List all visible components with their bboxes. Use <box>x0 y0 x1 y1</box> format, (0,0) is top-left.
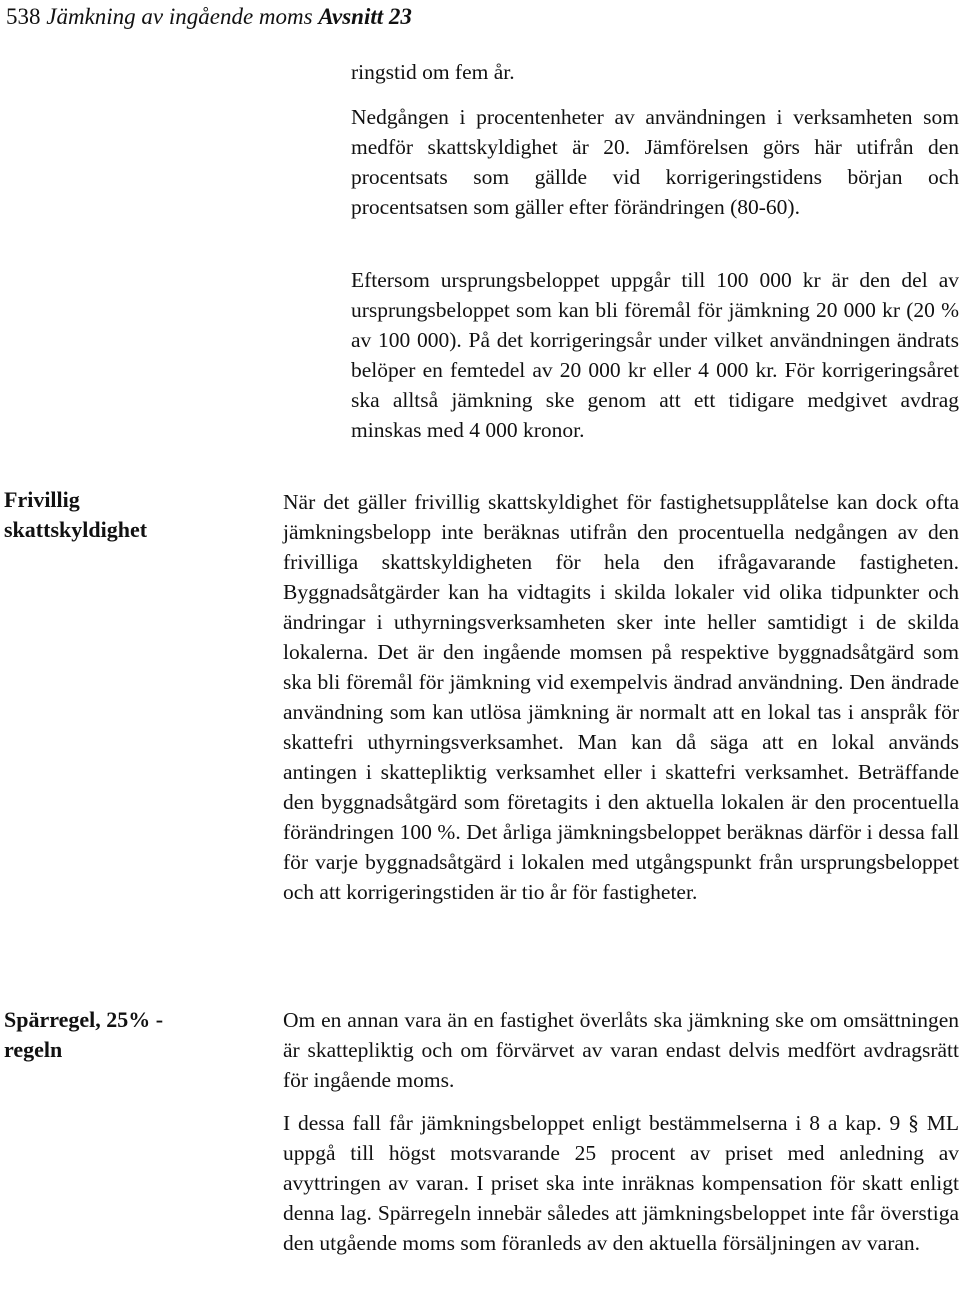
paragraph-nedgangen: Nedgången i procentenheter av användningen i verksamheten som medför skattskyldighet är 20. Jämförelsen görs här utifrån den procentsats som gällde vid korrigeringstidens början och procentsatsen som gäller efter förändringen (80-60). <box>351 105 959 219</box>
paragraph-ringstid: ringstid om fem år. <box>351 60 515 84</box>
page-number: 538 <box>6 4 41 29</box>
margin-note-sparregel: Spärregel, 25% - regeln <box>4 1007 164 1062</box>
paragraph-sparregel: I dessa fall får jämkningsbeloppet enligt bestämmelserna i 8 a kap. 9 § ML uppgå till högst motsvarande 25 procent av priset med anledning av avyttringen av varan. I priset ska inte inräknas kompensation för skatt enligt denna lag. Spärregeln innebär således att jämkningsbeloppet inte får överstiga den utgående moms som föranleds av den aktuella försäljningen av varan. <box>283 1111 959 1255</box>
margin-note-frivillig: Frivillig skattskyldighet <box>4 487 148 542</box>
paragraph-eftersom: Eftersom ursprungsbeloppet uppgår till 100 000 kr är den del av ursprungsbeloppet som kan bli föremål för jämkning 20 000 kr (20 % av 100 000). På det korrigeringsår under vilket användningen ändrats belöper en femtedel av 20 000 kr eller 4 000 kr. För korrigeringsåret ska alltså jämkning ske genom att ett tidigare medgivet avdrag minskas med 4 000 kronor. <box>351 268 959 442</box>
paragraph-annan-vara: Om en annan vara än en fastighet överlåts ska jämkning ske om omsättningen är skattepliktig och om förvärvet av varan endast delvis medfört avdragsrätt för ingående moms. <box>283 1008 959 1092</box>
section-title: Jämkning av ingående moms <box>46 4 313 29</box>
running-head <box>6 2 412 32</box>
paragraph-frivillig: När det gäller frivillig skattskyldighet för fastighetsupplåtelse kan dock ofta jämkningsbelopp inte beräknas utifrån den procentuella nedgången av den frivilliga skattskyldigheten för hela den ifrågavarande fastigheten. Byggnadsåtgärder kan ha vidtagits i skilda lokaler vid olika tidpunkter och ändringar i uthyrningsverksamheten sker inte heller samtidigt i de skilda lokalerna. Det är den ingående momsen på respektive byggnadsåtgärd som ska bli föremål för jämkning vid exempelvis ändrad användning. Den ändrade användning som kan utlösa jämkning är normalt att en lokal tas i anspråk för skattefri uthyrningsverksamhet. Man kan då säga att en lokal används antingen i skattepliktig verksamhet eller i skattefri verksamhet. Beträffande den byggnadsåtgärd som företagits i den aktuella lokalen är den procentuella förändringen 100 %. Det årliga jämkningsbeloppet beräknas därför i dessa fall för varje byggnadsåtgärd i lokalen med utgångspunkt från ursprungsbeloppet och att korrigeringstiden är tio år för fastigheter. <box>283 490 959 904</box>
section-number: Avsnitt 23 <box>318 4 412 29</box>
